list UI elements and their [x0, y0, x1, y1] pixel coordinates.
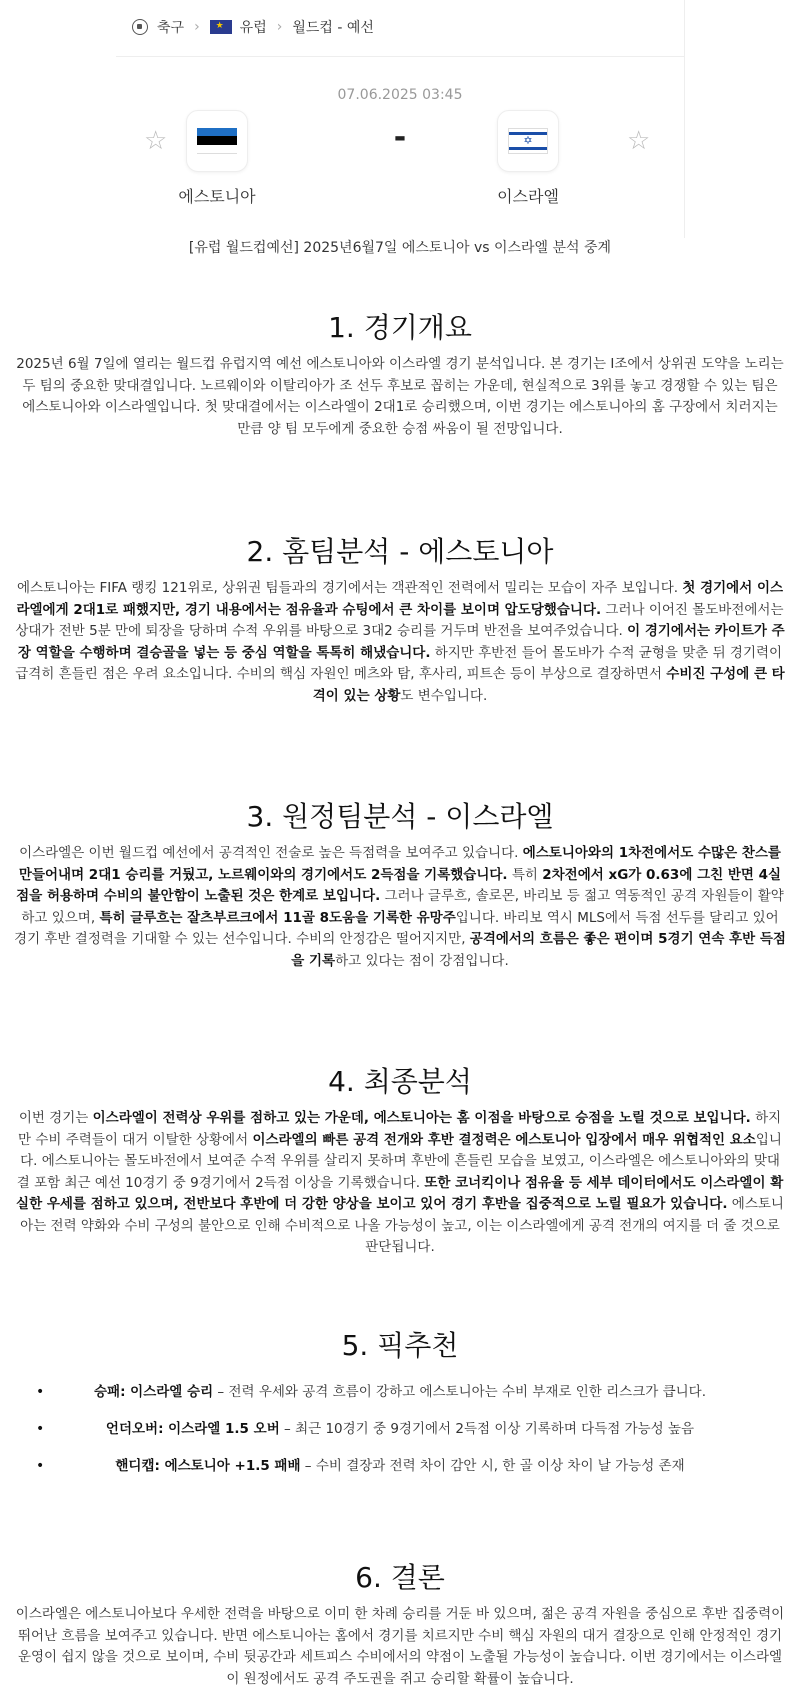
section-final-analysis	[14, 1062, 786, 1259]
list-item: • 핸디캡: 에스토니아 +1.5 패배 – 수비 결장과 전력 차이 감안 시, 한 골 이상 차이 날 가능성 존재	[14, 1448, 786, 1485]
soccer-ball-icon	[132, 19, 148, 35]
home-team-name: 에스토니아	[178, 187, 256, 206]
breadcrumb-league[interactable]: 월드컵 - 예선	[292, 20, 374, 36]
match-datetime: 07.06.2025 03:45	[337, 87, 463, 103]
match-header	[116, 0, 685, 238]
eu-flag-icon	[210, 20, 232, 34]
chevron-right-icon: ›	[194, 19, 200, 35]
section-away-analysis	[14, 797, 786, 972]
bullet-icon: •	[36, 1384, 45, 1400]
section-title: 6. 결론	[355, 1561, 445, 1594]
section-title: 3. 원정팀분석 - 이스라엘	[246, 800, 554, 833]
favorite-away-star-icon[interactable]: ☆	[627, 126, 651, 156]
section-body: 이스라엘은 에스토니아보다 우세한 전력을 바탕으로 이미 한 차례 승리를 거둔 바 있으며, 젊은 공격 자원을 중심으로 후반 집중력이 뛰어난 흐름을 보여주고 있습니다. 반면 에스토니아는 홈에서 경기를 치르지만 수비 핵심 자원의 대거 결장으로 인해 안정적인 경기 운영이 쉽지 않을 것으로 보이며, 수비 뒷공간과 세트피스 수비에서의 약점이 노출될 가능성이 높습니다. 이번 경기에서는 이스라엘이 원정에서도 공격 주도권을 쥐고 승리할 확률이 높습니다.	[15, 1606, 785, 1687]
breadcrumb	[132, 16, 374, 38]
breadcrumb-region[interactable]: 유럽	[239, 20, 267, 36]
match-score: -	[393, 120, 407, 155]
section-overview	[14, 308, 786, 440]
section-title: 2. 홈팀분석 - 에스토니아	[246, 535, 554, 568]
list-item: • 언더오버: 이스라엘 1.5 오버 – 최근 10경기 중 9경기에서 2득점 이상 기록하며 다득점 가능성 높음	[14, 1411, 786, 1448]
picks-list	[14, 1374, 786, 1485]
section-body: 이스라엘은 이번 월드컵 예선에서 공격적인 전술로 높은 득점력을 보여주고 있습니다. 에스토니아와의 1차전에서도 수많은 찬스를 만들어내며 2대1 승리를 거뒀고, 노르웨이와의 경기에서도 2득점을 기록했습니다. 특히 2차전에서 xG가 0.63에 그친 반면 4실점을 허용하며 수비의 불안함이 노출된 것은 한계로 보입니다. 그러나 글루흐, 솔로몬, 바리보 등 젊고 역동적인 공격 자원들이 활약하고 있으며, 특히 글루흐는 잘츠부르크에서 11골 8도움을 기록한 유망주입니다. 바리보 역시 MLS에서 득점 선두를 달리고 있어 경기 후반 결정력을 기대할 수 있는 선수입니다. 수비의 안정감은 떨어지지만, 공격에서의 흐름은 좋은 편이며 5경기 연속 후반 득점을 기록하고 있다는 점이 강점입니다.	[14, 845, 786, 969]
divider	[116, 56, 684, 57]
article-subtitle: [유럽 월드컵예선] 2025년6월7일 에스토니아 vs 이스라엘 분석 중계	[188, 240, 612, 256]
away-team-name: 이스라엘	[497, 187, 559, 206]
section-home-analysis	[14, 532, 786, 707]
away-team[interactable]	[468, 110, 588, 207]
israel-flag-icon: ✡	[508, 128, 548, 154]
favorite-home-star-icon[interactable]: ☆	[144, 126, 168, 156]
section-conclusion	[14, 1558, 786, 1690]
section-body: 이번 경기는 이스라엘이 전력상 우위를 점하고 있는 가운데, 에스토니아는 홈 이점을 바탕으로 승점을 노릴 것으로 보입니다. 하지만 수비 주력들이 대거 이탈한 상황에서 이스라엘의 빠른 공격 전개와 후반 결정력은 에스토니아 입장에서 매우 위협적인 요소입니다. 에스토니아는 몰도바전에서 보여준 수적 우위를 살리지 못하며 후반에 흔들린 모습을 보였고, 이스라엘은 에스토니아와의 맞대결 포함 최근 예선 10경기 중 9경기에서 2득점 이상을 기록했습니다. 또한 코너킥이나 점유율 등 세부 데이터에서도 이스라엘이 확실한 우세를 점하고 있으며, 전반보다 후반에 더 강한 양상을 보이고 있어 경기 후반을 집중적으로 노릴 필요가 있습니다. 에스토니아는 전력 약화와 수비 구성의 불안으로 인해 수비적으로 나올 가능성이 높고, 이는 이스라엘에게 공격 전개의 여지를 더 줄 것으로 판단됩니다.	[16, 1110, 784, 1255]
section-body: 에스토니아는 FIFA 랭킹 121위로, 상위권 팀들과의 경기에서는 객관적인 전력에서 밀리는 모습이 자주 보입니다. 첫 경기에서 이스라엘에게 2대1로 패했지만, 경기 내용에서는 점유율과 슈팅에서 큰 차이를 보이며 압도당했습니다. 그러나 이어진 몰도바전에서는 상대가 전반 5분 만에 퇴장을 당하며 수적 우위를 바탕으로 3대2 승리를 거두며 반전을 보여주었습니다. 이 경기에서는 카이트가 주장 역할을 수행하며 결승골을 넣는 등 중심 역할을 톡톡히 해냈습니다. 하지만 후반전 들어 몰도바가 수적 균형을 맞춘 뒤 경기력이 급격히 흔들린 점은 우려 요소입니다. 수비의 핵심 자원인 메츠와 탐, 후사리, 피트손 등이 부상으로 결장하면서 수비진 구성에 큰 타격이 있는 상황도 변수입니다.	[15, 580, 785, 704]
section-picks	[14, 1326, 786, 1485]
list-item: • 승패: 이스라엘 승리 – 전력 우세와 공격 흐름이 강하고 에스토니아는 수비 부재로 인한 리스크가 큽니다.	[14, 1374, 786, 1411]
away-team-logo	[497, 110, 559, 172]
section-title: 4. 최종분석	[328, 1065, 472, 1098]
bullet-icon: •	[36, 1458, 45, 1474]
section-body: 2025년 6월 7일에 열리는 월드컵 유럽지역 예선 에스토니아와 이스라엘 경기 분석입니다. 본 경기는 I조에서 상위권 도약을 노리는 두 팀의 중요한 맞대결입니다. 노르웨이와 이탈리아가 조 선두 후보로 꼽히는 가운데, 현실적으로 3위를 놓고 경쟁할 수 있는 팀은 에스토니아와 이스라엘입니다. 첫 맞대결에서는 이스라엘이 2대1로 승리했으며, 이번 경기는 에스토니아의 홈 구장에서 치러지는 만큼 양 팀 모두에게 중요한 승점 싸움이 될 전망입니다.	[16, 356, 784, 437]
breadcrumb-sport[interactable]: 축구	[157, 20, 185, 36]
bullet-icon: •	[36, 1421, 45, 1437]
chevron-right-icon: ›	[276, 19, 283, 35]
section-title: 5. 픽추천	[341, 1329, 459, 1362]
section-title: 1. 경기개요	[328, 311, 472, 344]
